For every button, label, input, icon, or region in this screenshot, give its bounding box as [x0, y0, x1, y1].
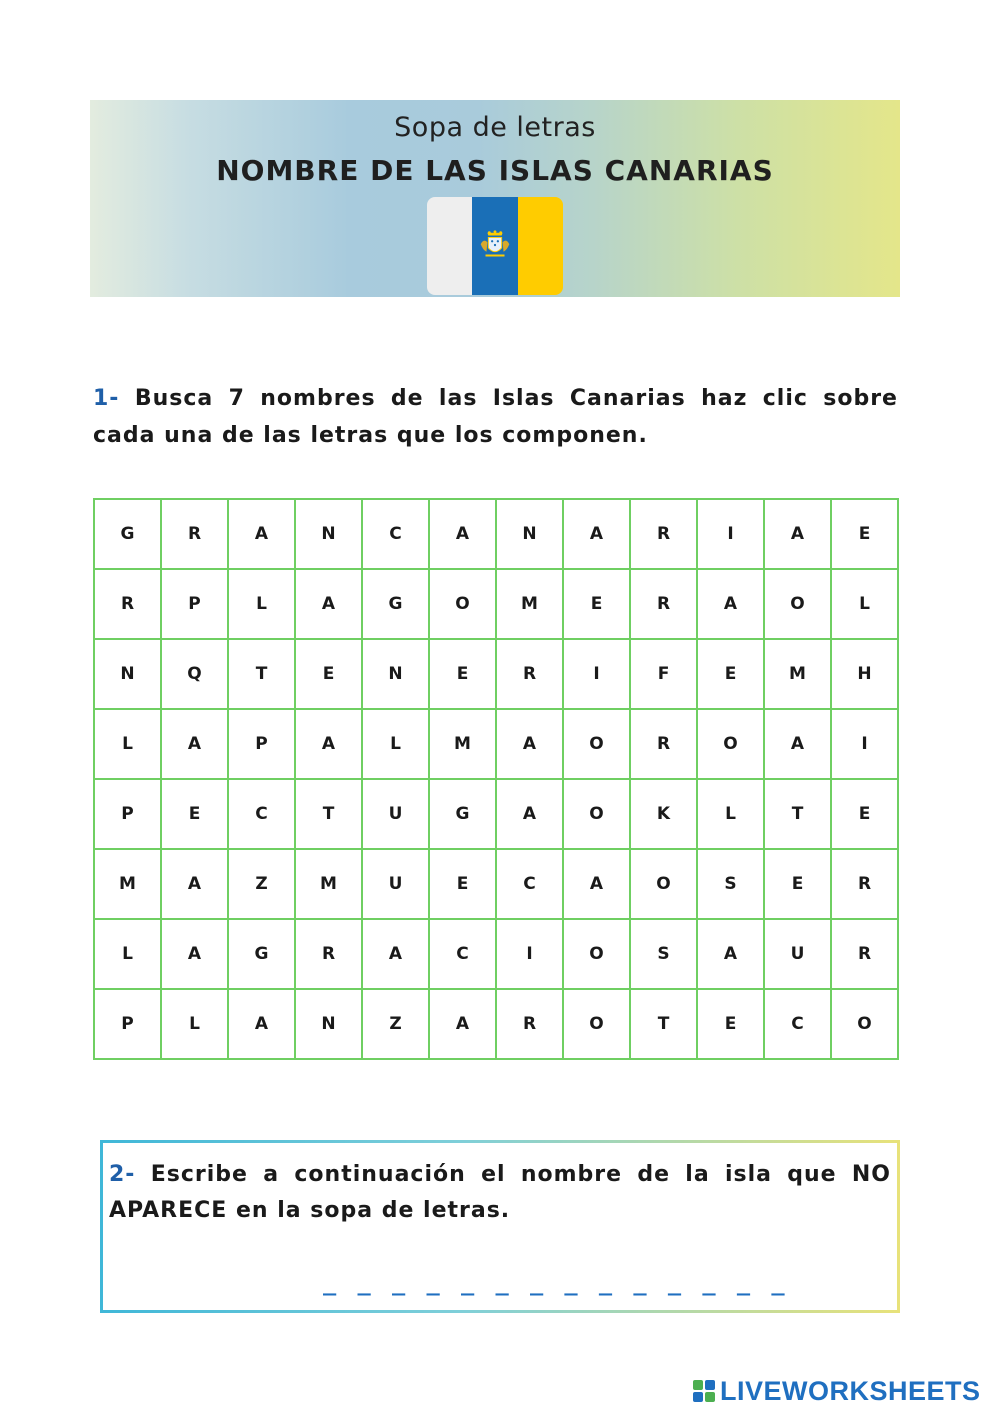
letter-cell[interactable]: C [228, 779, 295, 849]
letter-cell[interactable]: G [94, 499, 161, 569]
letter-cell[interactable]: A [563, 499, 630, 569]
letter-cell[interactable]: Z [228, 849, 295, 919]
letter-cell[interactable]: O [563, 989, 630, 1059]
coat-of-arms-icon [476, 227, 514, 265]
letter-cell[interactable]: M [496, 569, 563, 639]
letter-cell[interactable]: C [429, 919, 496, 989]
letter-cell[interactable]: Q [161, 639, 228, 709]
missing-island-answer-input[interactable] [323, 1263, 643, 1295]
brand-name: LIVEWORKSHEETS [720, 1375, 981, 1406]
letter-cell[interactable]: G [429, 779, 496, 849]
letter-cell[interactable]: I [496, 919, 563, 989]
letter-cell[interactable]: S [697, 849, 764, 919]
worksheet-subtitle: NOMBRE DE LAS ISLAS CANARIAS [216, 154, 774, 187]
letter-cell[interactable]: A [563, 849, 630, 919]
letter-cell[interactable]: P [94, 989, 161, 1059]
letter-cell[interactable]: U [362, 849, 429, 919]
letter-cell[interactable]: K [630, 779, 697, 849]
letter-cell[interactable]: C [362, 499, 429, 569]
letter-cell[interactable]: H [831, 639, 898, 709]
letter-cell[interactable]: R [94, 569, 161, 639]
letter-cell[interactable]: I [563, 639, 630, 709]
letter-cell[interactable]: R [831, 919, 898, 989]
letter-cell[interactable]: T [630, 989, 697, 1059]
question-2-number: 2- [109, 1162, 136, 1187]
letter-cell[interactable]: R [630, 569, 697, 639]
letter-cell[interactable]: C [496, 849, 563, 919]
letter-cell[interactable]: A [697, 919, 764, 989]
letter-cell[interactable]: E [161, 779, 228, 849]
letter-cell[interactable]: O [429, 569, 496, 639]
letter-cell[interactable]: Z [362, 989, 429, 1059]
letter-cell[interactable]: O [563, 919, 630, 989]
answer-blank-dashes: _ _ _ _ _ _ _ _ _ _ _ _ _ _ [323, 1271, 789, 1296]
letter-cell[interactable]: P [228, 709, 295, 779]
letter-cell[interactable]: M [429, 709, 496, 779]
letter-cell[interactable]: N [295, 499, 362, 569]
letter-cell[interactable]: E [295, 639, 362, 709]
letter-cell[interactable]: O [697, 709, 764, 779]
letter-cell[interactable]: R [496, 639, 563, 709]
letter-cell[interactable]: T [228, 639, 295, 709]
letter-cell[interactable]: A [161, 709, 228, 779]
letter-cell[interactable]: E [831, 779, 898, 849]
question-1-number: 1- [93, 386, 120, 411]
letter-cell[interactable]: E [764, 849, 831, 919]
grid-row [94, 849, 898, 919]
letter-cell[interactable]: R [630, 499, 697, 569]
grid-row [94, 989, 898, 1059]
letter-cell[interactable]: A [228, 499, 295, 569]
letter-cell[interactable]: L [161, 989, 228, 1059]
letter-cell[interactable]: E [563, 569, 630, 639]
letter-cell[interactable]: R [496, 989, 563, 1059]
letter-cell[interactable]: A [697, 569, 764, 639]
letter-cell[interactable]: E [429, 849, 496, 919]
letter-cell[interactable]: M [94, 849, 161, 919]
letter-cell[interactable]: A [295, 569, 362, 639]
letter-cell[interactable]: F [630, 639, 697, 709]
letter-cell[interactable]: N [362, 639, 429, 709]
question-1 [93, 380, 898, 454]
question-2-box [100, 1140, 900, 1313]
letter-cell[interactable]: U [764, 919, 831, 989]
worksheet-title: Sopa de letras [394, 112, 596, 143]
letter-cell[interactable]: A [161, 919, 228, 989]
letter-cell[interactable]: E [697, 639, 764, 709]
letter-cell[interactable]: L [228, 569, 295, 639]
letter-cell[interactable]: P [94, 779, 161, 849]
letter-cell[interactable]: G [362, 569, 429, 639]
letter-cell[interactable]: L [697, 779, 764, 849]
letter-cell[interactable]: L [94, 709, 161, 779]
flag-yellow-stripe [518, 197, 563, 295]
canary-islands-flag [427, 197, 563, 295]
letter-cell[interactable]: R [161, 499, 228, 569]
letter-cell[interactable]: A [764, 499, 831, 569]
grid-row [94, 499, 898, 569]
letter-cell[interactable]: A [764, 709, 831, 779]
letter-cell[interactable]: I [831, 709, 898, 779]
letter-cell[interactable]: O [563, 779, 630, 849]
letter-cell[interactable]: C [764, 989, 831, 1059]
liveworksheets-brand [692, 1376, 981, 1406]
letter-cell[interactable]: A [496, 709, 563, 779]
letter-cell[interactable]: N [496, 499, 563, 569]
letter-cell[interactable]: A [161, 849, 228, 919]
letter-cell[interactable]: P [161, 569, 228, 639]
grid-row [94, 639, 898, 709]
letter-cell[interactable]: U [362, 779, 429, 849]
question-1-text: Busca 7 nombres de las Islas Canarias haz clic sobre cada una de las letras que los componen. [93, 386, 898, 448]
letter-cell[interactable]: I [697, 499, 764, 569]
grid-row [94, 569, 898, 639]
letter-cell[interactable]: O [831, 989, 898, 1059]
letter-cell[interactable]: M [295, 849, 362, 919]
flag-blue-stripe [472, 197, 517, 295]
grid-row [94, 709, 898, 779]
grid-row [94, 919, 898, 989]
question-2-text: Escribe a continuación el nombre de la isla que NO APARECE en la sopa de letras. [109, 1162, 891, 1223]
question-2 [109, 1157, 891, 1229]
letter-cell[interactable]: R [831, 849, 898, 919]
flag-white-stripe [427, 197, 472, 295]
letter-cell[interactable]: N [94, 639, 161, 709]
letter-cell[interactable]: G [228, 919, 295, 989]
letter-cell[interactable]: O [764, 569, 831, 639]
word-search-grid [93, 498, 899, 1060]
letter-cell[interactable]: M [764, 639, 831, 709]
grid-row [94, 779, 898, 849]
letter-cell[interactable]: N [295, 989, 362, 1059]
letter-cell[interactable]: O [630, 849, 697, 919]
letter-cell[interactable]: S [630, 919, 697, 989]
letter-cell[interactable]: A [429, 989, 496, 1059]
header-banner [90, 100, 900, 297]
letter-cell[interactable]: E [831, 499, 898, 569]
letter-cell[interactable]: A [429, 499, 496, 569]
letter-cell[interactable]: A [496, 779, 563, 849]
letter-cell[interactable]: O [563, 709, 630, 779]
letter-cell[interactable]: T [764, 779, 831, 849]
letter-cell[interactable]: L [362, 709, 429, 779]
letter-cell[interactable]: E [429, 639, 496, 709]
liveworksheets-logo-icon [692, 1379, 716, 1403]
letter-cell[interactable]: E [697, 989, 764, 1059]
letter-cell[interactable]: T [295, 779, 362, 849]
letter-cell[interactable]: A [295, 709, 362, 779]
letter-cell[interactable]: L [831, 569, 898, 639]
letter-cell[interactable]: A [228, 989, 295, 1059]
letter-cell[interactable]: A [362, 919, 429, 989]
letter-cell[interactable]: L [94, 919, 161, 989]
letter-cell[interactable]: R [295, 919, 362, 989]
letter-cell[interactable]: R [630, 709, 697, 779]
